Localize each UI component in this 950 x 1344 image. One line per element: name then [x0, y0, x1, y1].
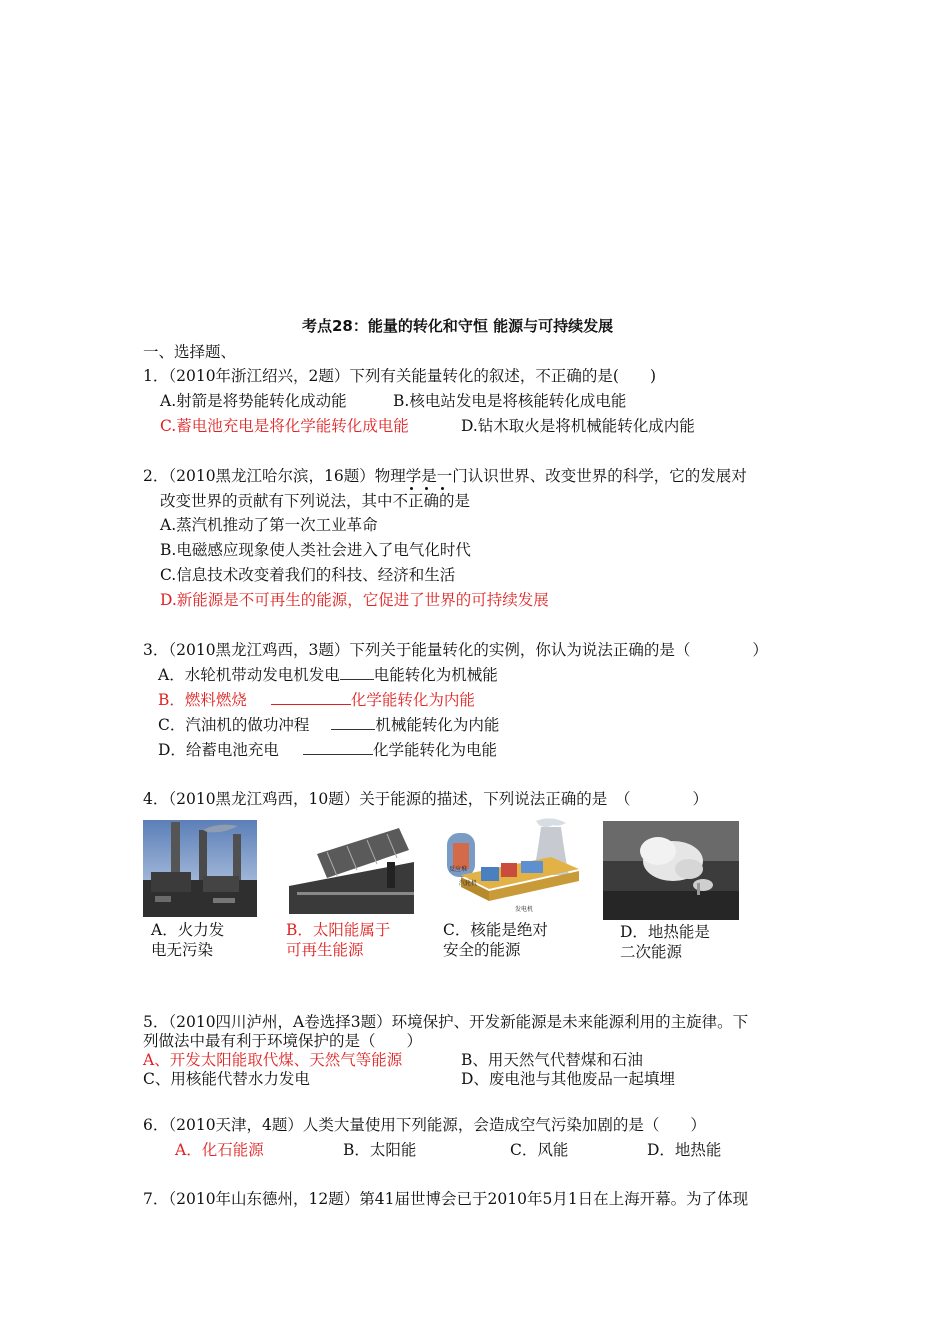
q1-stem: 1．（2010年浙江绍兴，2题）下列有关能量转化的叙述，不正确的是( ) — [143, 367, 657, 385]
q6-option-b: B．太阳能 — [343, 1141, 417, 1159]
diagram-label-generator: 发电机 — [515, 906, 534, 913]
emphasis-dot — [410, 487, 413, 490]
q7-stem: 7．（2010年山东德州，12题）第41届世博会已于2010年5月1日在上海开幕。为了体现 — [143, 1190, 749, 1208]
q3-option-d — [158, 740, 497, 760]
q3-option-c — [158, 715, 499, 735]
q1-option-b: B.核电站发电是将核能转化成电能 — [393, 392, 627, 410]
q4-c-line2: 安全的能源 — [443, 941, 521, 959]
emphasis-dot — [441, 487, 444, 490]
page-title: 考点28：能量的转化和守恒 能源与可持续发展 — [302, 317, 614, 335]
q6-option-c: C．风能 — [510, 1141, 569, 1159]
emphasis-dot — [425, 487, 428, 490]
q3-stem: 3．（2010黑龙江鸡西，3题）下列关于能量转化的实例，你认为说法正确的是（ ） — [143, 641, 768, 659]
q5-option-b: B、用天然气代替煤和石油 — [461, 1051, 643, 1069]
q6-option-d: D．地热能 — [647, 1141, 722, 1159]
thermal-power-plant-image — [143, 820, 257, 917]
geothermal-steam-image — [603, 821, 739, 920]
solar-collector-image — [287, 822, 414, 914]
q3-a-right: 电能转化为机械能 — [373, 666, 498, 684]
q3-d-left: D．给蓄电池充电 — [158, 741, 279, 759]
q6-option-a-answer: A．化石能源 — [175, 1141, 264, 1159]
q2-option-a: A.蒸汽机推动了第一次工业革命 — [160, 516, 378, 534]
q5-option-c: C、用核能代替水力发电 — [143, 1070, 310, 1088]
q6-stem: 6．（2010天津，4题）人类大量使用下列能源，会造成空气污染加剧的是（ ） — [143, 1116, 706, 1134]
q5-stem-line2: 列做法中最有利于环境保护的是（ ） — [143, 1032, 423, 1050]
q4-a-line1: A．火力发 — [151, 921, 225, 939]
q2-option-d-answer: D.新能源是不可再生的能源，它促进了世界的可持续发展 — [160, 591, 549, 609]
q5-stem-line1: 5．（2010四川泸州，A卷选择3题）环境保护、开发新能源是未来能源利用的主旋律。下 — [143, 1013, 749, 1031]
q3-d-right: 化学能转化为电能 — [372, 741, 497, 759]
q2-stem-line2: 改变世界的贡献有下列说法，其中不正确的是 — [160, 492, 471, 510]
q4-d-line2: 二次能源 — [620, 943, 683, 961]
blank-line — [331, 715, 375, 730]
q2-option-b: B.电磁感应现象使人类社会进入了电气化时代 — [160, 541, 471, 559]
blank-line — [303, 740, 373, 755]
nuclear-plant-diagram-image — [441, 817, 581, 918]
q2-stem-line1: 2．（2010黑龙江哈尔滨，16题）物理学是一门认识世界、改变世界的科学，它的发展对 — [143, 467, 747, 485]
q3-c-right: 机械能转化为内能 — [375, 716, 500, 734]
q4-a-line2: 电无污染 — [151, 941, 214, 959]
q4-b-line1: B．太阳能属于 — [286, 921, 391, 939]
q4-option-d — [620, 922, 710, 962]
q4-stem: 4．（2010黑龙江鸡西，10题）关于能源的描述，下列说法正确的是 （ ） — [143, 790, 709, 808]
q4-d-line1: D．地热能是 — [620, 923, 710, 941]
q4-option-b-answer — [286, 920, 390, 960]
q5-option-a-answer: A、开发太阳能取代煤、天然气等能源 — [143, 1051, 403, 1069]
q3-a-left: A．水轮机带动发电机发电 — [158, 666, 340, 684]
q4-option-a — [151, 920, 224, 960]
q5-option-d: D、废电池与其他废品一起填埋 — [461, 1070, 675, 1088]
diagram-label-reactor: 反应堆 — [449, 866, 468, 873]
q3-b-right: 化学能转化为内能 — [350, 691, 475, 709]
q3-b-left: B．燃料燃烧 — [158, 691, 247, 709]
diagram-label-turbine: 汽轮机 — [459, 880, 478, 887]
q4-b-line2: 可再生能源 — [286, 941, 364, 959]
q3-option-b-answer — [158, 690, 475, 710]
section-heading: 一、选择题、 — [143, 343, 237, 361]
q3-option-a — [158, 665, 498, 685]
q4-c-line1: C．核能是绝对 — [443, 921, 548, 939]
q2-option-c: C.信息技术改变着我们的科技、经济和生活 — [160, 566, 456, 584]
q1-option-c-answer: C.蓄电池充电是将化学能转化成电能 — [160, 417, 409, 435]
blank-line — [271, 690, 351, 705]
q3-c-left: C．汽油机的做功冲程 — [158, 716, 310, 734]
q1-option-a: A.射箭是将势能转化成动能 — [160, 392, 347, 410]
q4-option-c — [443, 920, 548, 960]
q1-option-d: D.钻木取火是将机械能转化成内能 — [461, 417, 695, 435]
blank-line — [340, 665, 374, 680]
